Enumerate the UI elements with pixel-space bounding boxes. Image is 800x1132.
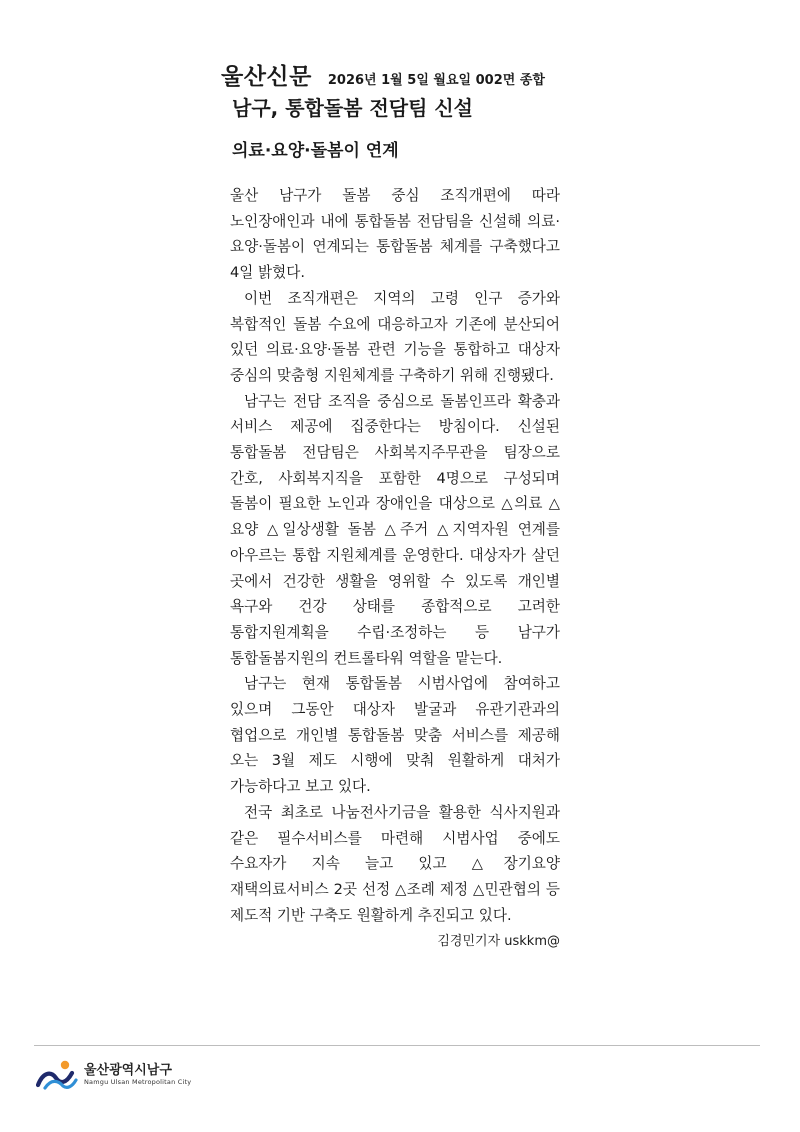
subheadline: 의료·요양·돌봄이 연계 (232, 141, 399, 161)
article-paragraph: 울산 남구가 돌봄 중심 조직개편에 따라 노인장애인과 내에 통합돌봄 전담팀을 신설해 의료·요양·돌봄이 연계되는 통합돌봄 체계를 구축했다고 4일 밝혔다. (230, 187, 560, 282)
article-paragraph: 남구는 전담 조직을 중심으로 돌봄인프라 확충과 서비스 제공에 집중한다는 방침이다. 신설된 통합돌봄 전담팀은 사회복지주무관을 팀장으로 간호, 사회복지직을 포함한 4명으로 구성되며 돌봄이 필요한 노인과 장애인을 대상으로 △의료 △요양 △일상생활 돌봄 △주거 △지역자원 연계를 아우르는 통합 지원체계를 운영한다. 대상자가 살던 곳에서 건강한 생활을 영위할 수 있도록 개인별 욕구와 건강 상태를 종합적으로 고려한 통합지원계획을 수립·조정하는 등 남구가 통합돌봄지원의 컨트롤타워 역할을 맡는다. (230, 392, 560, 667)
edition-info: 2026년 1월 5일 월요일 002면 종합 (327, 73, 545, 88)
logo-name-english: Namgu Ulsan Metropolitan City (84, 1078, 192, 1087)
article-paragraph: 남구는 현재 통합돌봄 시범사업에 참여하고 있으며 그동안 대상자 발굴과 유관기관과의 협업으로 개인별 통합돌봄 맞춤 서비스를 제공해 오는 3월 제도 시행에 맞춰 원활하게 대처가 가능하다고 보고 있다. (230, 675, 560, 796)
logo-name-korean: 울산광역시남구 (84, 1063, 172, 1079)
logo-text (84, 1064, 191, 1086)
headline: 남구, 통합돌봄 전담팀 신설 (232, 96, 474, 120)
article-paragraph: 전국 최초로 나눔전사기금을 활용한 식사지원과 같은 필수서비스를 마련해 시범사업 중에도 수요자가 지속 늘고 있고 △장기요양 재택의료서비스 2곳 선정 △조례 제정 △민관협의 등 제도적 기반 구축도 원활하게 추진되고 있다. (230, 803, 560, 924)
byline: 김경민기자 uskkm@ (437, 934, 560, 950)
masthead (221, 58, 545, 91)
paper-name: 울산신문 (221, 64, 312, 90)
footer-logo (36, 1060, 191, 1090)
footer-divider (34, 1045, 760, 1046)
article-body (230, 183, 560, 954)
article-paragraph: 이번 조직개편은 지역의 고령 인구 증가와 복합적인 돌봄 수요에 대응하고자 기존에 분산되어 있던 의료·요양·돌봄 관련 기능을 통합하고 대상자 중심의 맞춤형 지원체계를 구축하기 위해 진행됐다. (230, 289, 560, 384)
namgu-emblem-icon (36, 1060, 78, 1090)
